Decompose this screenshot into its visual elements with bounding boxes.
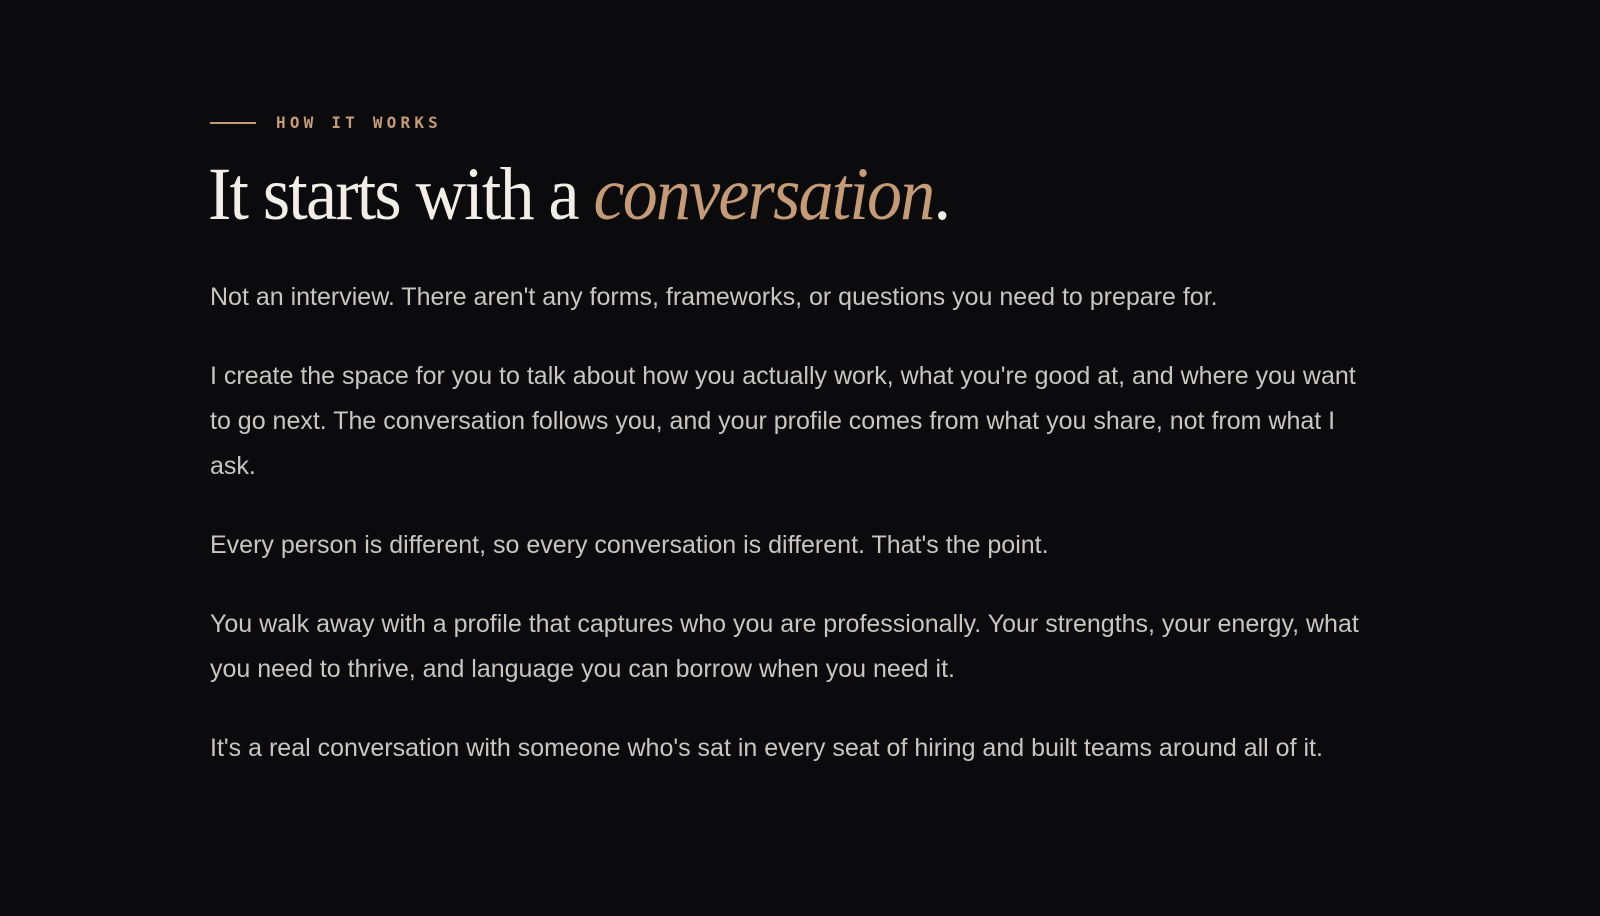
paragraph-4: You walk away with a profile that captures who you are professionally. Your strengths, your energy, what you need to thrive, and language you can borrow when you need it. (210, 610, 1359, 683)
body-copy (210, 275, 1380, 805)
eyebrow-rule (210, 122, 256, 124)
heading-prefix: It starts with a (208, 153, 594, 237)
eyebrow-label: HOW IT WORKS (276, 113, 442, 132)
heading-suffix: . (933, 153, 950, 237)
paragraph-3: Every person is different, so every conversation is different. That's the point. (210, 531, 1049, 559)
paragraph-5: It's a real conversation with someone who's sat in every seat of hiring and built teams around all of it. (210, 734, 1323, 762)
paragraph-2: I create the space for you to talk about how you actually work, what you're good at, and where you want to go next. The conversation follows you, and your profile comes from what you share, not from what I ask. (210, 362, 1356, 480)
section-heading (208, 150, 949, 241)
heading-accent: conversation (593, 153, 934, 237)
paragraph-1: Not an interview. There aren't any forms, frameworks, or questions you need to prepare for. (210, 283, 1218, 311)
eyebrow (210, 113, 442, 132)
